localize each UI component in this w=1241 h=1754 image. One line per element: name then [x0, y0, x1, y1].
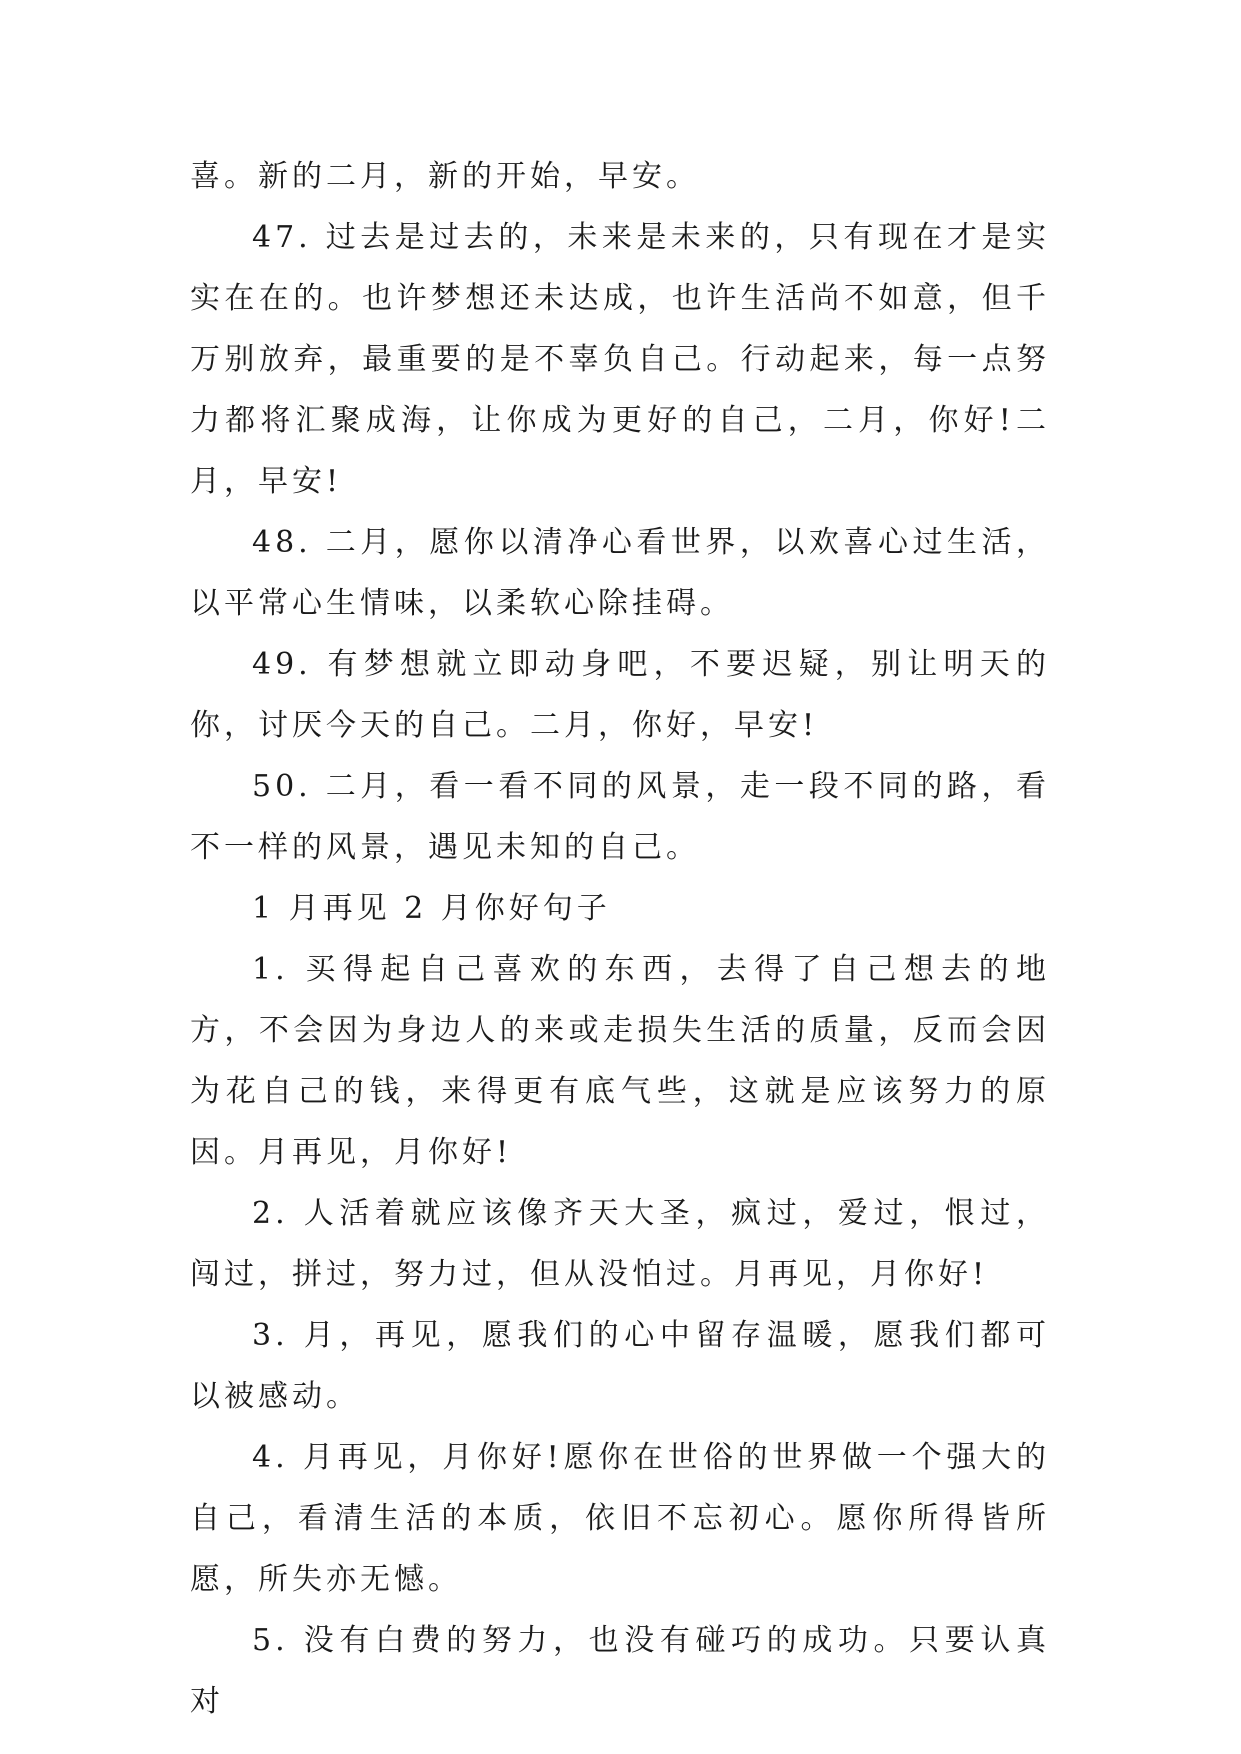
paragraph-1: 1. 买得起自己喜欢的东西，去得了自己想去的地方，不会因为身边人的来或走损失生活的质量，反而会因为花自己的钱，来得更有底气些，这就是应该努力的原因。月再见，月你好!: [190, 952, 1050, 1170]
paragraph-50: 50. 二月，看一看不同的风景，走一段不同的路，看不一样的风景，遇见未知的自己。: [190, 769, 1050, 865]
paragraph-3: 3. 月，再见，愿我们的心中留存温暖，愿我们都可以被感动。: [190, 1318, 1050, 1414]
paragraph-48: 48. 二月，愿你以清净心看世界，以欢喜心过生活，以平常心生情味，以柔软心除挂碍。: [190, 525, 1050, 621]
document-body: [190, 146, 1050, 1732]
paragraph-4: 4. 月再见，月你好!愿你在世俗的世界做一个强大的自己，看清生活的本质，依旧不忘初心。愿你所得皆所愿，所失亦无憾。: [190, 1440, 1050, 1597]
section-heading: 1 月再见 2 月你好句子: [252, 891, 611, 926]
paragraph-5: 5. 没有白费的努力，也没有碰巧的成功。只要认真对: [190, 1623, 1050, 1719]
paragraph-47: 47. 过去是过去的，未来是未来的，只有现在才是实实在在的。也许梦想还未达成，也许生活尚不如意，但千万别放弃，最重要的是不辜负自己。行动起来，每一点努力都将汇聚成海，让你成为更好的自己，二月，你好!二月，早安!: [190, 220, 1050, 499]
paragraph-49: 49. 有梦想就立即动身吧，不要迟疑，别让明天的你，讨厌今天的自己。二月，你好，早安!: [190, 647, 1050, 743]
paragraph-2: 2. 人活着就应该像齐天大圣，疯过，爱过，恨过，闯过，拼过，努力过，但从没怕过。月再见，月你好!: [190, 1196, 1050, 1292]
paragraph-continuation: 喜。新的二月，新的开始，早安。: [190, 159, 700, 194]
